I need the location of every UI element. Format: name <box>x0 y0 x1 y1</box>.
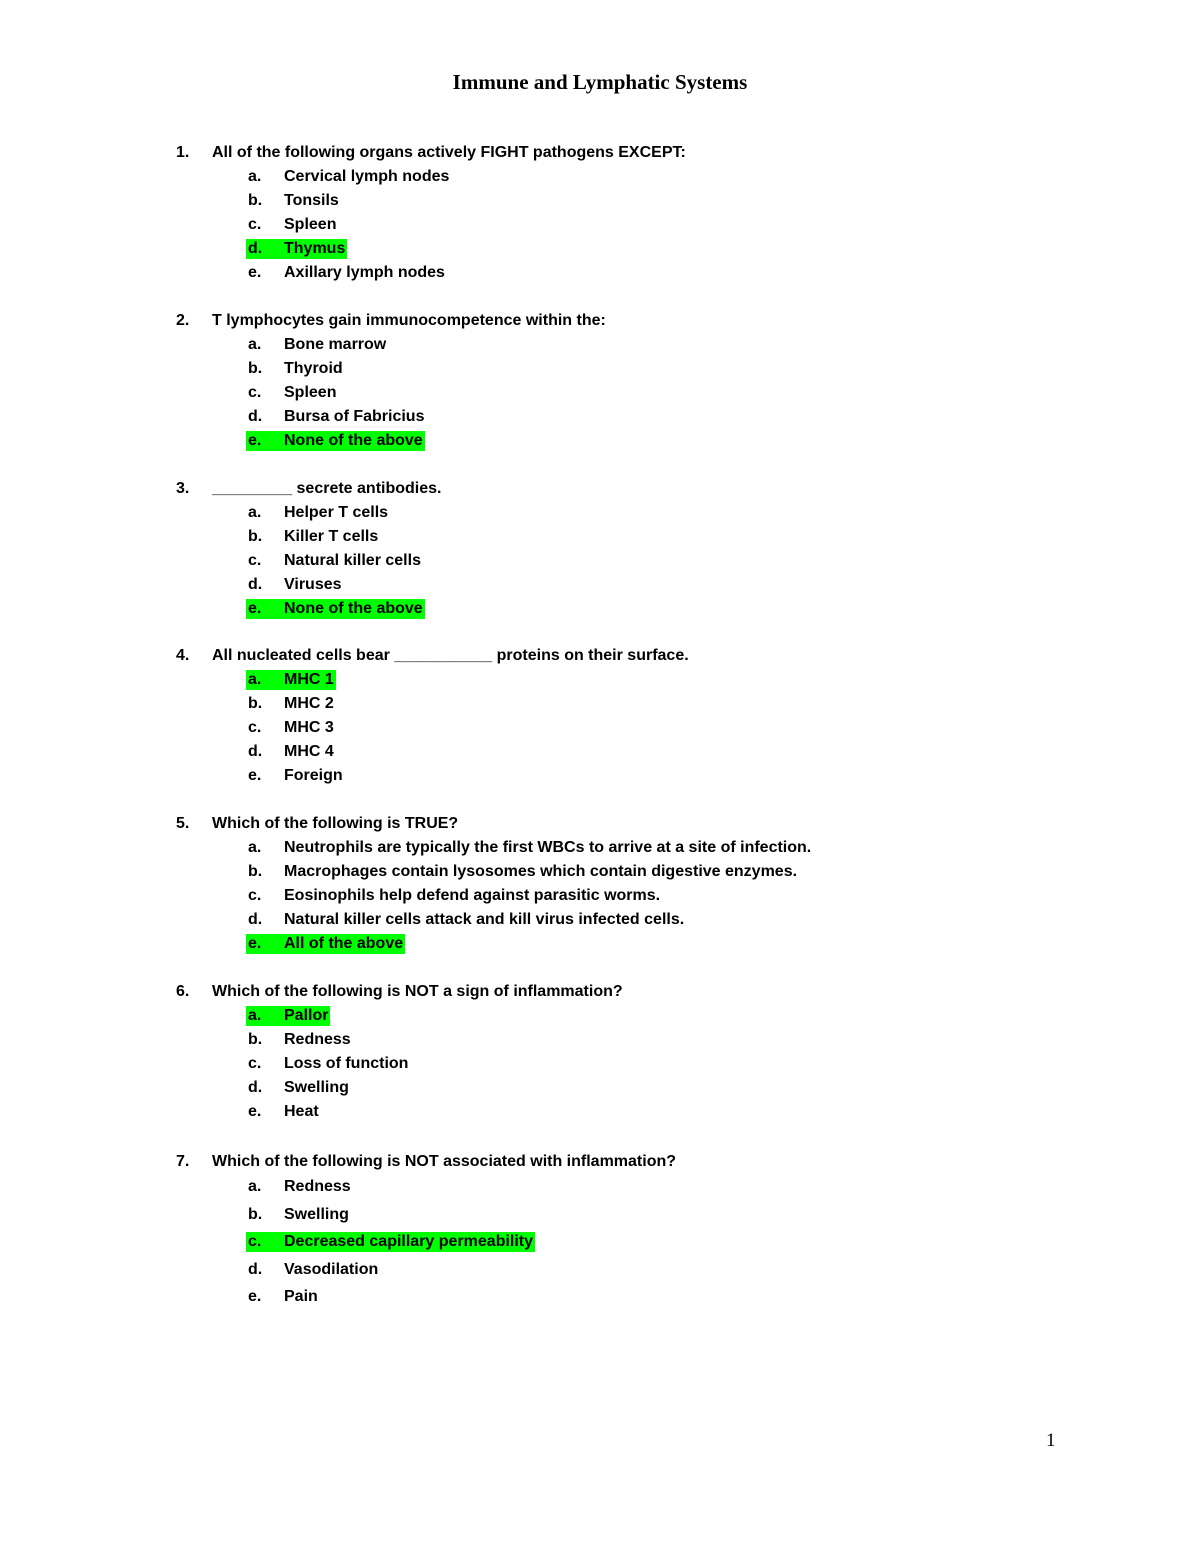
option-letter: d. <box>248 1079 263 1096</box>
option-text: Bursa of Fabricius <box>284 408 425 425</box>
option-c <box>0 381 1200 405</box>
option-text: Redness <box>284 1031 351 1048</box>
option-text: Foreign <box>284 767 343 784</box>
option-c <box>0 716 1200 740</box>
question-stem <box>0 644 1200 668</box>
question-5 <box>0 812 1200 956</box>
option-text: MHC 1 <box>284 671 334 688</box>
option-letter: c. <box>248 552 262 569</box>
option-letter: b. <box>248 863 263 880</box>
option-text: Pallor <box>284 1007 329 1024</box>
option-text: Cervical lymph nodes <box>284 168 450 185</box>
question-number: 4. <box>176 647 190 664</box>
option-text: Macrophages contain lysosomes which contain digestive enzymes. <box>284 863 798 880</box>
option-text: Tonsils <box>284 192 339 209</box>
question-4 <box>0 644 1200 788</box>
option-text: Pain <box>284 1288 318 1305</box>
option-text: Natural killer cells <box>284 552 421 569</box>
option-c <box>0 1052 1200 1076</box>
option-text: Loss of function <box>284 1055 409 1072</box>
option-a <box>0 1174 1200 1202</box>
option-letter: e. <box>248 767 262 784</box>
option-text: Spleen <box>284 216 337 233</box>
option-letter: a. <box>248 1007 262 1024</box>
option-letter: b. <box>248 192 263 209</box>
option-letter: d. <box>248 576 263 593</box>
option-text: None of the above <box>284 432 423 449</box>
option-b <box>0 1202 1200 1230</box>
option-text: Heat <box>284 1103 319 1120</box>
option-letter: a. <box>248 1178 262 1195</box>
option-list <box>0 668 1200 788</box>
option-letter: d. <box>248 743 263 760</box>
option-e <box>0 1284 1200 1312</box>
option-e <box>0 764 1200 788</box>
option-text: MHC 3 <box>284 719 334 736</box>
question-text: All of the following organs actively FIGHT pathogens EXCEPT: <box>212 144 686 161</box>
question-stem <box>0 309 1200 333</box>
option-letter: e. <box>248 1103 262 1120</box>
option-text: Thyroid <box>284 360 343 377</box>
option-text: Eosinophils help defend against parasitic worms. <box>284 887 661 904</box>
option-letter: b. <box>248 1205 263 1223</box>
option-c <box>0 884 1200 908</box>
option-c <box>0 213 1200 237</box>
option-letter: b. <box>248 528 263 545</box>
question-stem <box>0 141 1200 165</box>
option-b <box>0 692 1200 716</box>
option-d <box>0 573 1200 597</box>
option-d <box>0 740 1200 764</box>
option-list <box>0 1174 1200 1312</box>
question-stem <box>0 812 1200 836</box>
option-text: Neutrophils are typically the first WBCs to arrive at a site of infection. <box>284 839 812 856</box>
option-d <box>0 1076 1200 1100</box>
option-text: Bone marrow <box>284 336 387 353</box>
question-text: T lymphocytes gain immunocompetence within the: <box>212 312 606 329</box>
option-letter: d. <box>248 240 263 257</box>
option-text: Natural killer cells attack and kill virus infected cells. <box>284 911 685 928</box>
option-c <box>0 549 1200 573</box>
option-text: Killer T cells <box>284 528 379 545</box>
option-text: Redness <box>284 1178 351 1195</box>
option-text: Swelling <box>284 1205 349 1223</box>
option-text: MHC 2 <box>284 695 334 712</box>
option-b <box>0 1028 1200 1052</box>
option-b <box>0 860 1200 884</box>
option-a-correct <box>0 668 1200 692</box>
option-letter: c. <box>248 887 262 904</box>
question-2 <box>0 309 1200 453</box>
option-letter: e. <box>248 600 262 617</box>
option-letter: c. <box>248 1055 262 1072</box>
question-6 <box>0 980 1200 1124</box>
option-b <box>0 525 1200 549</box>
option-letter: a. <box>248 671 262 688</box>
option-d <box>0 1257 1200 1285</box>
option-a <box>0 165 1200 189</box>
option-list <box>0 333 1200 453</box>
question-text: _________ secrete antibodies. <box>212 480 442 497</box>
page-number: 1 <box>1046 1430 1056 1451</box>
option-letter: c. <box>248 384 262 401</box>
option-letter: b. <box>248 695 263 712</box>
option-letter: a. <box>248 168 262 185</box>
question-stem <box>0 477 1200 501</box>
option-letter: e. <box>248 1288 262 1305</box>
option-letter: a. <box>248 336 262 353</box>
option-a <box>0 501 1200 525</box>
option-d <box>0 405 1200 429</box>
question-number: 5. <box>176 815 190 832</box>
option-letter: d. <box>248 408 263 425</box>
option-letter: a. <box>248 839 262 856</box>
option-text: All of the above <box>284 935 404 952</box>
option-letter: e. <box>248 935 262 952</box>
question-number: 1. <box>176 144 190 161</box>
option-b <box>0 189 1200 213</box>
option-list <box>0 501 1200 621</box>
option-d <box>0 908 1200 932</box>
option-e-correct <box>0 597 1200 621</box>
option-letter: d. <box>248 911 263 928</box>
question-number: 3. <box>176 480 190 497</box>
page-title: Immune and Lymphatic Systems <box>452 70 748 94</box>
option-letter: d. <box>248 1260 263 1278</box>
option-text: Spleen <box>284 384 337 401</box>
question-text: Which of the following is TRUE? <box>212 815 459 832</box>
option-c-correct <box>0 1229 1200 1257</box>
option-letter: e. <box>248 432 262 449</box>
option-a <box>0 836 1200 860</box>
option-text: Swelling <box>284 1079 349 1096</box>
option-a <box>0 333 1200 357</box>
question-text: Which of the following is NOT a sign of inflammation? <box>212 983 623 1000</box>
option-letter: c. <box>248 1233 262 1250</box>
option-text: Axillary lymph nodes <box>284 264 445 281</box>
option-e <box>0 1100 1200 1124</box>
question-1 <box>0 141 1200 285</box>
question-number: 6. <box>176 983 190 1000</box>
question-7 <box>0 1150 1200 1312</box>
option-letter: c. <box>248 216 262 233</box>
option-d-correct <box>0 237 1200 261</box>
option-letter: e. <box>248 264 262 281</box>
option-e-correct <box>0 932 1200 956</box>
question-text: Which of the following is NOT associated with inflammation? <box>212 1153 677 1170</box>
option-text: Decreased capillary permeability <box>284 1233 534 1250</box>
question-text: All nucleated cells bear ___________ proteins on their surface. <box>212 647 689 664</box>
question-3 <box>0 477 1200 621</box>
option-letter: b. <box>248 360 263 377</box>
option-letter: a. <box>248 504 262 521</box>
option-text: Viruses <box>284 576 342 593</box>
option-text: None of the above <box>284 600 423 617</box>
question-stem <box>0 1150 1200 1174</box>
option-list <box>0 1004 1200 1124</box>
question-number: 7. <box>176 1153 190 1170</box>
option-b <box>0 357 1200 381</box>
option-list <box>0 836 1200 956</box>
option-list <box>0 165 1200 285</box>
option-text: Helper T cells <box>284 504 389 521</box>
option-text: Thymus <box>284 240 346 257</box>
option-e <box>0 261 1200 285</box>
option-text: MHC 4 <box>284 743 334 760</box>
option-letter: c. <box>248 719 262 736</box>
question-number: 2. <box>176 312 190 329</box>
option-letter: b. <box>248 1031 263 1048</box>
option-a-correct <box>0 1004 1200 1028</box>
option-e-correct <box>0 429 1200 453</box>
option-text: Vasodilation <box>284 1260 379 1278</box>
question-stem <box>0 980 1200 1004</box>
